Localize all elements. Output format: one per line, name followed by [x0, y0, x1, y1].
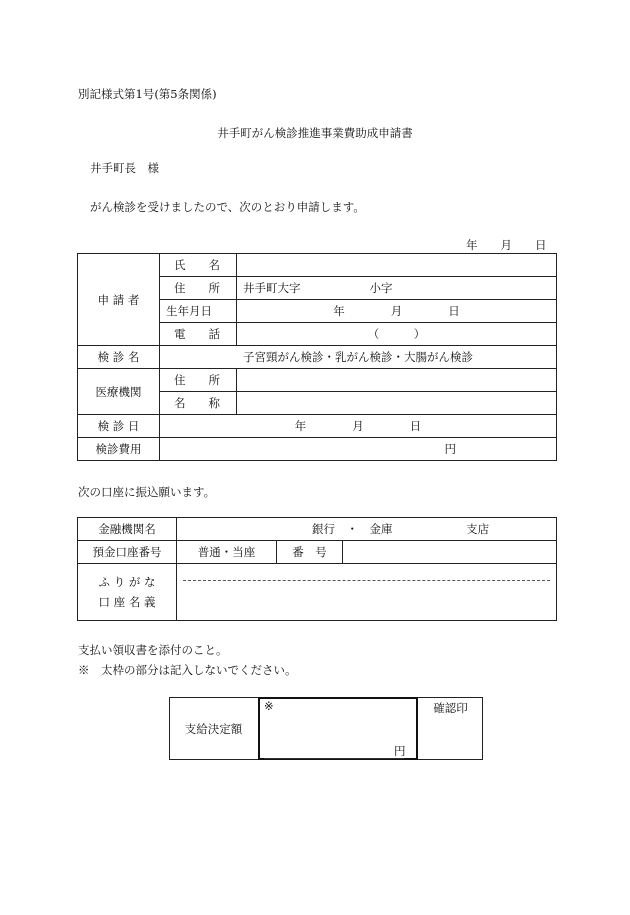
holder-label-cell	[78, 564, 177, 621]
inst-address-label: 住 所	[160, 369, 237, 392]
furigana-label: ふ り が な	[98, 575, 156, 589]
holder-field[interactable]	[177, 587, 557, 621]
date-line: 年 月 日	[466, 238, 547, 252]
inst-name-field[interactable]	[237, 392, 557, 415]
account-type-options[interactable]: 普通・当座	[177, 541, 277, 564]
applicant-label: 申 請 者	[78, 254, 160, 346]
account-number-field[interactable]	[343, 541, 557, 564]
exam-date-label: 検 診 日	[78, 415, 160, 438]
phone-label: 電 話	[160, 323, 237, 346]
number-label: 番 号	[277, 541, 343, 564]
exam-name-label: 検 診 名	[78, 346, 160, 369]
inst-address-field[interactable]	[237, 369, 557, 392]
phone-field[interactable]: （ ）	[237, 323, 557, 346]
applicant-table	[77, 253, 557, 461]
name-label: 氏 名	[160, 254, 237, 277]
mark-symbol: ※	[264, 699, 274, 713]
bank-field[interactable]	[177, 518, 557, 541]
bank-label: 金融機関名	[78, 518, 177, 541]
address-label: 住 所	[160, 277, 237, 300]
decision-amount-line	[264, 758, 404, 759]
bank-table	[77, 517, 557, 621]
exam-date-field[interactable]: 年 月 日	[160, 415, 557, 438]
branch-text: 支店	[466, 522, 490, 536]
bank-type-options: 銀行 ・ 金庫	[312, 522, 393, 536]
birth-label: 生年月日	[160, 300, 237, 323]
page-title: 井手町がん検診推進事業費助成申請書	[217, 126, 413, 140]
institution-label: 医療機関	[78, 369, 160, 415]
address-field[interactable]: 井手町大字 小字	[237, 277, 557, 300]
fill-note: ※ 太枠の部分は記入しないでください。	[78, 663, 297, 677]
furigana-field[interactable]	[177, 564, 557, 587]
transfer-request: 次の口座に振込願います。	[78, 485, 216, 499]
birth-field[interactable]: 年 月 日	[237, 300, 557, 323]
exam-cost-label: 検診費用	[78, 438, 160, 461]
decision-label: 支給決定額	[184, 722, 243, 736]
name-field[interactable]	[237, 254, 557, 277]
inst-name-label: 名 称	[160, 392, 237, 415]
exam-name-options[interactable]: 子宮頸がん検診・乳がん検診・大腸がん検診	[160, 346, 557, 369]
yen-text: 円	[394, 744, 406, 758]
account-label: 預金口座番号	[78, 541, 177, 564]
addressee: 井手町長 様	[90, 161, 159, 175]
intro-text: がん検診を受けましたので、次のとおり申請します。	[90, 200, 365, 214]
seal-label: 確認印	[433, 701, 468, 715]
exam-cost-field[interactable]: 円	[160, 438, 557, 461]
form-number: 別記様式第1号(第5条関係)	[78, 87, 217, 101]
holder-label: 口 座 名 義	[98, 595, 156, 609]
receipt-note: 支払い領収書を添付のこと。	[78, 643, 228, 657]
